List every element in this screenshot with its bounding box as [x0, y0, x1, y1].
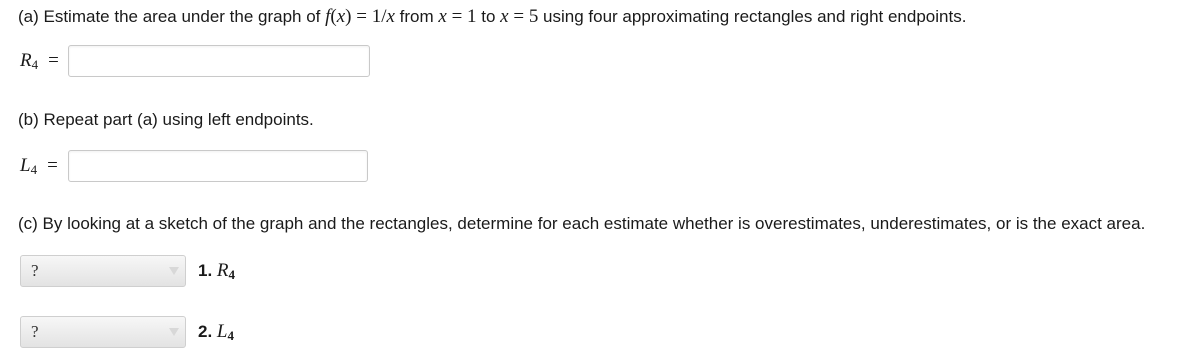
r4-item-symbol: R	[216, 259, 229, 281]
expression-variable: x	[386, 6, 395, 27]
expression-numerator: 1/	[371, 6, 387, 27]
lower-bound-variable: x	[438, 6, 447, 27]
paren-open: (	[330, 6, 337, 27]
l4-select-value: ?	[31, 322, 39, 341]
r4-estimate-row	[20, 254, 235, 288]
r4-select-value: ?	[31, 261, 39, 280]
question-a-prefix: (a) Estimate the area under the graph of	[18, 7, 326, 26]
l4-item-subscript: 4	[227, 327, 234, 343]
l4-estimate-row	[20, 315, 234, 349]
upper-bound-variable: x	[500, 6, 509, 27]
l4-symbol: L	[20, 154, 31, 176]
to-word: to	[476, 7, 501, 26]
chevron-down-icon[interactable]	[163, 317, 185, 347]
from-word: from	[394, 7, 439, 26]
l4-item-symbol: L	[216, 320, 228, 342]
lower-bound-value: = 1	[446, 6, 477, 27]
l4-item-number: 2.	[198, 321, 217, 341]
l4-answer-row	[20, 149, 368, 183]
r4-symbol: R	[20, 49, 32, 71]
l4-answer-input[interactable]	[68, 150, 368, 182]
r4-item-number: 1.	[198, 260, 217, 280]
lower-bound	[438, 6, 476, 27]
question-a-text	[18, 7, 966, 27]
equals-sign: =	[351, 6, 372, 27]
l4-equals: =	[47, 154, 58, 176]
question-c-text: (c) By looking at a sketch of the graph and the rectangles, determine for each estimate whether is overestimates, underestimates, or is the exact area.	[18, 214, 1146, 233]
r4-item-subscript: 4	[228, 266, 236, 282]
r4-answer-row	[20, 44, 370, 78]
function-expression	[325, 6, 395, 27]
function-name: f	[325, 6, 331, 27]
question-a-suffix: using four approximating rectangles and right endpoints.	[538, 7, 967, 26]
r4-answer-input[interactable]	[68, 45, 370, 77]
paren-close: )	[345, 6, 352, 27]
l4-estimate-select[interactable]	[20, 316, 186, 348]
l4-subscript: 4	[30, 161, 38, 177]
r4-estimate-label	[198, 260, 235, 283]
upper-bound	[500, 6, 538, 27]
chevron-down-icon[interactable]	[163, 256, 185, 286]
question-b-text: (b) Repeat part (a) using left endpoints.	[18, 110, 314, 129]
r4-estimate-select[interactable]	[20, 255, 186, 287]
l4-label	[20, 155, 68, 178]
r4-label	[20, 50, 68, 73]
r4-equals: =	[48, 49, 59, 71]
r4-subscript: 4	[31, 56, 39, 72]
function-variable: x	[336, 6, 346, 27]
upper-bound-value: = 5	[508, 6, 539, 27]
l4-estimate-label	[198, 321, 234, 344]
